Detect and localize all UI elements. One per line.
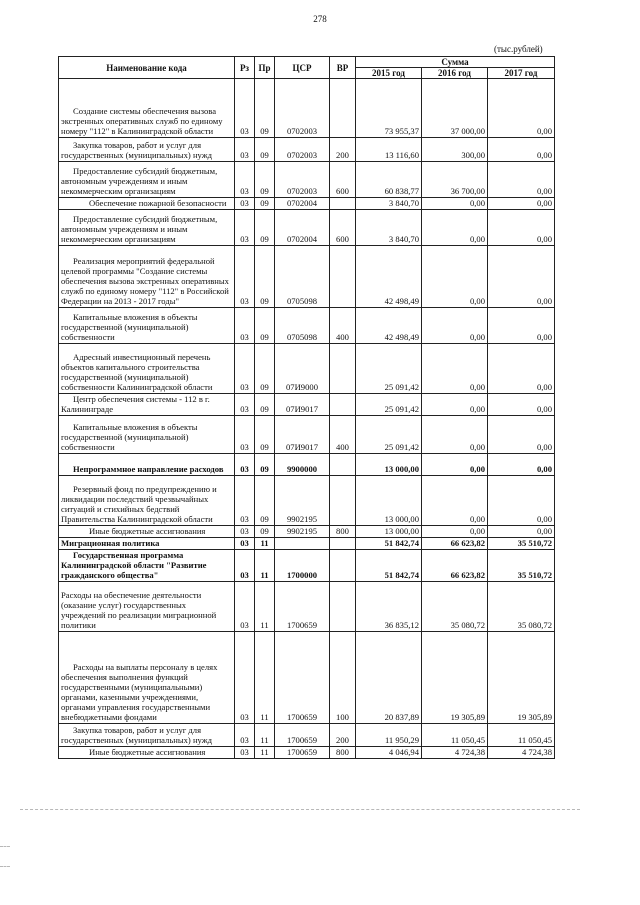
table-row [59, 724, 555, 747]
row-name-text: Предоставление субсидий бюджетным, автономным учреждениям и иным некоммерческим организациям [61, 214, 218, 244]
row-name-text: Закупка товаров, работ и услуг для государственных (муниципальных) нужд [61, 140, 213, 160]
table-row [59, 198, 555, 210]
row-csr: 0705098 [275, 308, 330, 344]
row-name [59, 79, 235, 138]
row-amount-2017: 0,00 [488, 416, 555, 454]
row-amount-2015: 13 000,00 [356, 476, 422, 526]
row-name [59, 550, 235, 582]
row-pr: 09 [255, 308, 275, 344]
row-amount-2016: 300,00 [422, 138, 488, 162]
row-name-text: Непрограммное направление расходов [73, 464, 224, 474]
row-rz: 03 [235, 394, 255, 416]
header-sum: Сумма [356, 57, 555, 68]
row-amount-2017: 4 724,38 [488, 747, 555, 759]
table-row [59, 550, 555, 582]
row-pr: 09 [255, 162, 275, 198]
row-name [59, 454, 235, 476]
row-amount-2015: 4 046,94 [356, 747, 422, 759]
row-amount-2017: 35 510,72 [488, 550, 555, 582]
row-name [59, 210, 235, 246]
row-pr: 09 [255, 526, 275, 538]
row-name-text: Обеспечение пожарной безопасности [89, 198, 227, 208]
table-row [59, 246, 555, 308]
row-amount-2015: 20 837,89 [356, 632, 422, 724]
row-pr: 11 [255, 582, 275, 632]
table-row [59, 538, 555, 550]
row-name-text: Миграционная политика [61, 538, 160, 548]
row-pr: 09 [255, 476, 275, 526]
row-amount-2015: 3 840,70 [356, 198, 422, 210]
row-rz: 03 [235, 582, 255, 632]
row-amount-2015: 11 950,29 [356, 724, 422, 747]
row-amount-2016: 0,00 [422, 416, 488, 454]
row-name [59, 747, 235, 759]
row-name [59, 344, 235, 394]
row-amount-2017: 11 050,45 [488, 724, 555, 747]
row-rz: 03 [235, 162, 255, 198]
row-rz: 03 [235, 198, 255, 210]
row-rz: 03 [235, 344, 255, 394]
row-rz: 03 [235, 550, 255, 582]
row-amount-2015: 73 955,37 [356, 79, 422, 138]
row-name-text: Капитальные вложения в объекты государственной (муниципальной) собственности [61, 312, 198, 342]
row-vr: 600 [330, 210, 356, 246]
row-vr [330, 454, 356, 476]
row-name [59, 538, 235, 550]
header-csr: ЦСР [275, 57, 330, 79]
header-rz: Рз [235, 57, 255, 79]
row-amount-2016: 66 623,82 [422, 550, 488, 582]
row-amount-2016: 37 000,00 [422, 79, 488, 138]
table-row [59, 210, 555, 246]
row-vr [330, 550, 356, 582]
table-row [59, 138, 555, 162]
header-name: Наименование кода [59, 57, 235, 79]
row-amount-2015: 13 000,00 [356, 454, 422, 476]
row-csr: 1700659 [275, 582, 330, 632]
row-pr: 11 [255, 632, 275, 724]
row-vr: 400 [330, 308, 356, 344]
row-csr: 0705098 [275, 246, 330, 308]
row-amount-2016: 19 305,89 [422, 632, 488, 724]
row-vr [330, 344, 356, 394]
row-pr: 11 [255, 550, 275, 582]
row-pr: 09 [255, 246, 275, 308]
row-name [59, 394, 235, 416]
row-vr [330, 394, 356, 416]
row-rz: 03 [235, 246, 255, 308]
row-amount-2015: 13 116,60 [356, 138, 422, 162]
row-name-text: Предоставление субсидий бюджетным, автономным учреждениям и иным некоммерческим организациям [61, 166, 218, 196]
row-amount-2015: 25 091,42 [356, 416, 422, 454]
row-amount-2016: 0,00 [422, 526, 488, 538]
row-amount-2016: 36 700,00 [422, 162, 488, 198]
row-amount-2017: 0,00 [488, 526, 555, 538]
row-pr: 09 [255, 138, 275, 162]
row-rz: 03 [235, 476, 255, 526]
table-row [59, 308, 555, 344]
header-2016: 2016 год [422, 68, 488, 79]
row-vr: 100 [330, 632, 356, 724]
row-vr: 600 [330, 162, 356, 198]
row-csr: 1700659 [275, 747, 330, 759]
table-row [59, 344, 555, 394]
row-csr: 0702003 [275, 138, 330, 162]
table-row [59, 582, 555, 632]
row-amount-2017: 0,00 [488, 79, 555, 138]
row-name [59, 526, 235, 538]
row-amount-2016: 0,00 [422, 246, 488, 308]
row-name-text: Центр обеспечения системы - 112 в г. Калининграде [61, 394, 210, 414]
row-amount-2017: 35 510,72 [488, 538, 555, 550]
row-amount-2016: 0,00 [422, 308, 488, 344]
row-csr: 9902195 [275, 526, 330, 538]
row-amount-2016: 11 050,45 [422, 724, 488, 747]
row-pr: 09 [255, 210, 275, 246]
row-amount-2016: 0,00 [422, 210, 488, 246]
row-amount-2017: 0,00 [488, 394, 555, 416]
row-pr: 09 [255, 198, 275, 210]
row-csr: 07И9017 [275, 394, 330, 416]
row-name-text: Капитальные вложения в объекты государственной (муниципальной) собственности [61, 422, 198, 452]
row-name [59, 308, 235, 344]
row-name [59, 246, 235, 308]
row-name-text: Реализация мероприятий федеральной целевой программы "Создание системы обеспечения вызова экстренных оперативных служб по единому номеру "112" в Российской Федерации на 2013 - 2017 годы" [61, 256, 229, 306]
row-amount-2016: 0,00 [422, 454, 488, 476]
row-csr: 1700659 [275, 724, 330, 747]
row-vr: 200 [330, 724, 356, 747]
row-rz: 03 [235, 526, 255, 538]
row-rz: 03 [235, 632, 255, 724]
row-name-text: Резервный фонд по предупреждению и ликвидации последствий чрезвычайных ситуаций и стихийных бедствий Правительства Калининградской области [61, 484, 217, 524]
row-vr [330, 198, 356, 210]
row-name-text: Адресный инвестиционный перечень объектов капитального строительства государственной (муниципальной) собственности Калининградской области [61, 352, 213, 392]
row-csr: 07И9000 [275, 344, 330, 394]
row-amount-2015: 36 835,12 [356, 582, 422, 632]
row-amount-2017: 0,00 [488, 162, 555, 198]
row-name-text: Закупка товаров, работ и услуг для государственных (муниципальных) нужд [61, 725, 213, 745]
row-rz: 03 [235, 724, 255, 747]
row-vr: 800 [330, 747, 356, 759]
table-body [59, 79, 555, 759]
row-csr [275, 538, 330, 550]
row-vr [330, 582, 356, 632]
row-amount-2017: 0,00 [488, 454, 555, 476]
row-rz: 03 [235, 747, 255, 759]
row-pr: 09 [255, 344, 275, 394]
units-label: (тыс.рублей) [494, 44, 543, 54]
row-amount-2017: 0,00 [488, 198, 555, 210]
row-amount-2016: 0,00 [422, 394, 488, 416]
row-csr: 9902195 [275, 476, 330, 526]
table-row [59, 162, 555, 198]
row-amount-2016: 66 623,82 [422, 538, 488, 550]
header-2015: 2015 год [356, 68, 422, 79]
row-pr: 11 [255, 747, 275, 759]
table-row [59, 79, 555, 138]
row-csr: 9900000 [275, 454, 330, 476]
row-name-text: Иные бюджетные ассигнования [89, 526, 206, 536]
edge-mark [0, 846, 10, 847]
row-name-text: Иные бюджетные ассигнования [89, 747, 206, 757]
row-rz: 03 [235, 454, 255, 476]
table-row [59, 747, 555, 759]
row-amount-2017: 0,00 [488, 476, 555, 526]
row-csr: 0702003 [275, 79, 330, 138]
row-rz: 03 [235, 308, 255, 344]
row-amount-2015: 51 842,74 [356, 538, 422, 550]
table-row [59, 416, 555, 454]
row-pr: 09 [255, 394, 275, 416]
header-2017: 2017 год [488, 68, 555, 79]
row-amount-2015: 42 498,49 [356, 308, 422, 344]
row-amount-2015: 25 091,42 [356, 344, 422, 394]
row-rz: 03 [235, 210, 255, 246]
row-name-text: Создание системы обеспечения вызова экстренных оперативных служб по единому номеру "112" в Калининградской области [61, 106, 223, 136]
row-vr: 400 [330, 416, 356, 454]
header-pr: Пр [255, 57, 275, 79]
page-number: 278 [313, 14, 327, 24]
row-pr: 11 [255, 724, 275, 747]
row-pr: 09 [255, 79, 275, 138]
row-amount-2016: 0,00 [422, 344, 488, 394]
table-row [59, 632, 555, 724]
row-name [59, 416, 235, 454]
row-amount-2017: 0,00 [488, 246, 555, 308]
row-name [59, 632, 235, 724]
row-amount-2017: 35 080,72 [488, 582, 555, 632]
table-header [59, 57, 555, 79]
budget-table [58, 56, 555, 759]
row-csr: 07И9017 [275, 416, 330, 454]
row-amount-2016: 0,00 [422, 476, 488, 526]
row-vr [330, 538, 356, 550]
row-amount-2017: 0,00 [488, 308, 555, 344]
table-row [59, 454, 555, 476]
row-csr: 0702003 [275, 162, 330, 198]
row-rz: 03 [235, 538, 255, 550]
row-name [59, 198, 235, 210]
row-name [59, 582, 235, 632]
row-amount-2016: 35 080,72 [422, 582, 488, 632]
row-amount-2015: 3 840,70 [356, 210, 422, 246]
row-pr: 11 [255, 538, 275, 550]
row-rz: 03 [235, 79, 255, 138]
row-rz: 03 [235, 138, 255, 162]
row-amount-2015: 42 498,49 [356, 246, 422, 308]
row-amount-2015: 60 838,77 [356, 162, 422, 198]
row-amount-2016: 4 724,38 [422, 747, 488, 759]
row-name [59, 724, 235, 747]
table-row [59, 394, 555, 416]
row-name [59, 476, 235, 526]
row-csr: 1700659 [275, 632, 330, 724]
row-vr: 200 [330, 138, 356, 162]
row-name [59, 138, 235, 162]
row-csr: 0702004 [275, 210, 330, 246]
row-name [59, 162, 235, 198]
row-name-text: Расходы на обеспечение деятельности (оказание услуг) государственных учреждений по реализации миграционной политики [61, 590, 217, 630]
row-amount-2015: 25 091,42 [356, 394, 422, 416]
page-divider [20, 809, 580, 810]
row-name-text: Расходы на выплаты персоналу в целях обеспечения выполнения функций государственными (муниципальными) органами, казенными учреждениями, органами управления государственными внебюджетными фондами [61, 662, 218, 722]
row-csr: 0702004 [275, 198, 330, 210]
row-amount-2017: 0,00 [488, 138, 555, 162]
row-rz: 03 [235, 416, 255, 454]
row-pr: 09 [255, 416, 275, 454]
header-vr: ВР [330, 57, 356, 79]
row-amount-2017: 19 305,89 [488, 632, 555, 724]
row-name-text: Государственная программа Калининградской области "Развитие гражданского общества" [61, 550, 207, 580]
row-amount-2017: 0,00 [488, 210, 555, 246]
row-vr [330, 246, 356, 308]
row-amount-2015: 13 000,00 [356, 526, 422, 538]
table-row [59, 476, 555, 526]
table-row [59, 526, 555, 538]
row-vr [330, 476, 356, 526]
row-pr: 09 [255, 454, 275, 476]
row-vr [330, 79, 356, 138]
row-csr: 1700000 [275, 550, 330, 582]
row-amount-2016: 0,00 [422, 198, 488, 210]
edge-mark [0, 866, 10, 867]
row-amount-2015: 51 842,74 [356, 550, 422, 582]
row-vr: 800 [330, 526, 356, 538]
row-amount-2017: 0,00 [488, 344, 555, 394]
